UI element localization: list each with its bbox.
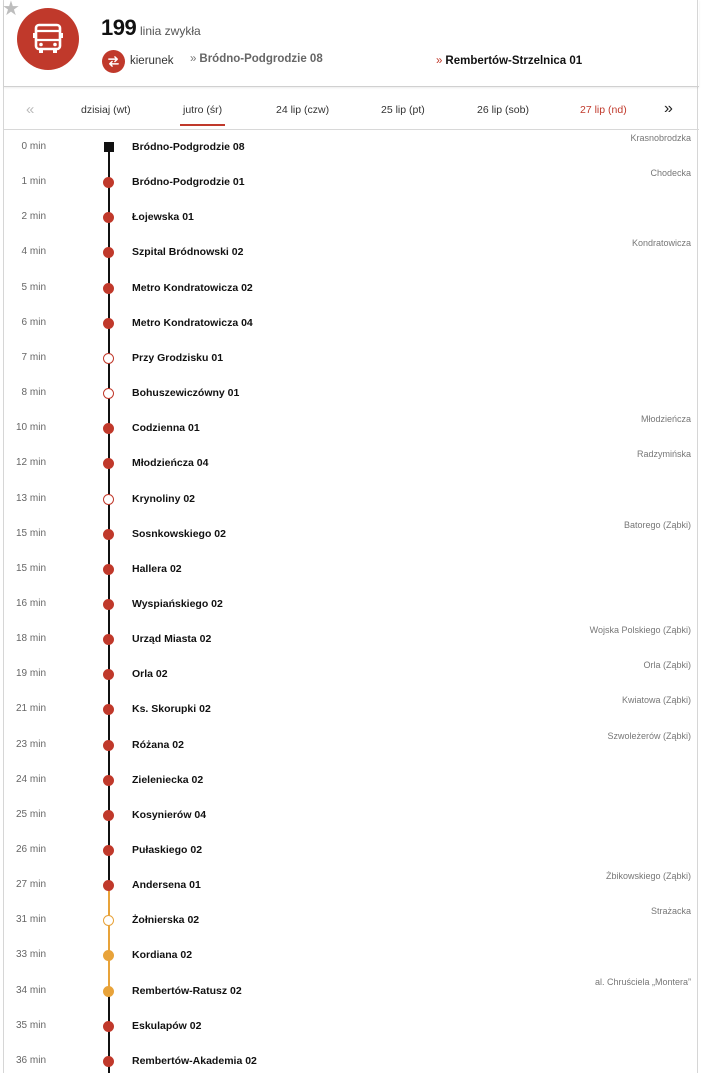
stop-time: 36 min	[15, 1054, 46, 1066]
stop-name-link[interactable]: Wyspiańskiego 02	[132, 597, 223, 610]
stop-street: Kwiatowa (Ząbki)	[621, 695, 691, 706]
stop-row	[4, 341, 699, 376]
stop-row	[4, 798, 699, 833]
stop-name-link[interactable]: Orla 02	[132, 668, 168, 681]
stop-time: 18 min	[15, 633, 46, 645]
stop-row	[4, 552, 699, 587]
stop-marker-icon	[103, 634, 114, 645]
favorite-star-icon[interactable]: ★	[2, 0, 20, 20]
stop-marker-icon	[103, 564, 114, 575]
stop-row	[4, 165, 699, 200]
terminus-marker-icon	[104, 142, 114, 152]
stop-time: 6 min	[21, 316, 46, 328]
stop-row	[4, 903, 699, 938]
stop-row	[4, 868, 699, 903]
stop-time: 12 min	[15, 457, 46, 469]
stop-time: 34 min	[15, 984, 46, 996]
stop-time: 24 min	[15, 773, 46, 785]
stop-time: 25 min	[15, 808, 46, 820]
stop-street: Żbikowskiego (Ząbki)	[605, 871, 691, 882]
stop-marker-icon	[103, 388, 114, 399]
stop-street: Kondratowicza	[631, 238, 691, 249]
stop-row	[4, 411, 699, 446]
stop-name-link[interactable]: Rembertów-Akademia 02	[132, 1054, 257, 1067]
stop-marker-icon	[103, 212, 114, 223]
stop-name-link[interactable]: Szpital Bródnowski 02	[132, 246, 244, 259]
stop-time: 1 min	[21, 176, 46, 188]
stop-marker-icon	[103, 1056, 114, 1067]
next-days-button[interactable]: »	[664, 100, 673, 117]
stop-row	[4, 1044, 699, 1073]
day-selector	[4, 88, 699, 130]
stop-name-link[interactable]: Kordiana 02	[132, 949, 193, 962]
stop-time: 5 min	[21, 281, 46, 293]
stop-name-link[interactable]: Zieleniecka 02	[132, 773, 204, 786]
stop-row	[4, 974, 699, 1009]
stop-row	[4, 482, 699, 517]
stop-name-link[interactable]: Bohuszewiczówny 01	[132, 387, 240, 400]
stop-row	[4, 1009, 699, 1044]
stop-row	[4, 235, 699, 270]
stop-name-link[interactable]: Kosynierów 04	[132, 808, 207, 821]
stop-street: al. Chruściela „Montera”	[594, 976, 691, 987]
stop-time: 15 min	[15, 562, 46, 574]
direction-label[interactable]: kierunek	[130, 55, 174, 67]
stop-row	[4, 271, 699, 306]
stop-street: Krasnobrodzka	[630, 133, 691, 143]
swap-arrows-icon	[107, 55, 120, 68]
stop-marker-icon	[103, 704, 114, 715]
direction-to-text: Rembertów-Strzelnica 01	[445, 55, 583, 67]
prev-days-button[interactable]: «	[26, 101, 35, 118]
stop-marker-icon	[103, 353, 114, 364]
stop-time: 4 min	[21, 246, 46, 258]
direction-to-link[interactable]	[436, 55, 582, 67]
raquo-icon: »	[436, 55, 443, 67]
stop-row	[4, 728, 699, 763]
stop-name-link[interactable]: Codzienna 01	[132, 422, 200, 435]
stop-name-link[interactable]: Łojewska 01	[132, 211, 194, 224]
stop-street: Batorego (Ząbki)	[623, 519, 691, 530]
stop-time: 2 min	[21, 211, 46, 223]
stop-marker-icon	[103, 775, 114, 786]
stop-row	[4, 692, 699, 727]
raquo-icon: »	[190, 53, 197, 65]
stop-marker-icon	[103, 810, 114, 821]
timetable-panel	[3, 0, 698, 1073]
stop-marker-icon	[103, 458, 114, 469]
stop-marker-icon	[103, 423, 114, 434]
stop-row	[4, 517, 699, 552]
stop-row	[4, 376, 699, 411]
day-tab-today[interactable]: dzisiaj (wt)	[81, 104, 131, 116]
stop-marker-icon	[103, 529, 114, 540]
stop-name-link[interactable]: Bródno-Podgrodzie 08	[132, 141, 245, 153]
stop-time: 35 min	[15, 1019, 46, 1031]
stop-marker-icon	[103, 599, 114, 610]
stop-time: 15 min	[15, 527, 46, 539]
stop-time: 8 min	[21, 387, 46, 399]
stop-time: 16 min	[15, 597, 46, 609]
stop-time: 19 min	[15, 668, 46, 680]
stop-name-link[interactable]: Żołnierska 02	[132, 914, 200, 927]
stop-time: 13 min	[15, 492, 46, 504]
day-tab-26[interactable]: 26 lip (sob)	[477, 104, 529, 116]
stop-marker-icon	[103, 494, 114, 505]
stop-time: 26 min	[15, 844, 46, 855]
stop-time: 0 min	[21, 141, 46, 152]
day-tab-25[interactable]: 25 lip (pt)	[381, 104, 425, 116]
stop-row	[4, 446, 699, 481]
stop-street: Szwoleżerów (Ząbki)	[607, 730, 691, 741]
stop-name-link[interactable]: Pułaskiego 02	[132, 844, 203, 856]
stop-street: Orla (Ząbki)	[643, 660, 691, 671]
stop-time: 7 min	[21, 351, 46, 363]
stop-name-link[interactable]: Metro Kondratowicza 02	[132, 281, 253, 294]
stop-marker-icon	[103, 950, 114, 961]
stop-marker-icon	[103, 845, 114, 856]
stop-row	[4, 306, 699, 341]
stop-marker-icon	[103, 669, 114, 680]
stop-marker-icon	[103, 1021, 114, 1032]
stop-street: Strażacka	[650, 906, 691, 917]
stop-time: 33 min	[15, 949, 46, 961]
stop-name-link[interactable]: Przy Grodzisku 01	[132, 351, 224, 364]
stop-marker-icon	[103, 283, 114, 294]
stop-name-link[interactable]: Krynoliny 02	[132, 492, 196, 505]
stop-name-link[interactable]: Ks. Skorupki 02	[132, 703, 211, 716]
line-header	[4, 0, 699, 87]
stop-name-link[interactable]: Młodzieńcza 04	[132, 457, 209, 470]
line-number: 199	[101, 15, 137, 40]
stop-name-link[interactable]: Bródno-Podgrodzie 01	[132, 176, 245, 189]
stop-marker-icon	[103, 986, 114, 997]
stop-name-link[interactable]: Hallera 02	[132, 562, 182, 575]
stop-name-link[interactable]: Eskulapów 02	[132, 1019, 202, 1032]
day-tab-tomorrow[interactable]: jutro (śr)	[183, 104, 223, 116]
stop-time: 10 min	[15, 422, 46, 434]
swap-direction-button[interactable]	[102, 50, 125, 73]
line-type: linia zwykła	[140, 24, 201, 38]
stop-marker-icon	[103, 915, 114, 926]
day-tab-24[interactable]: 24 lip (czw)	[276, 104, 330, 116]
stop-street: Wojska Polskiego (Ząbki)	[589, 625, 691, 636]
stop-marker-icon	[103, 740, 114, 751]
stop-row	[4, 657, 699, 692]
direction-from-link[interactable]	[190, 53, 323, 65]
direction-from-text: Bródno-Podgrodzie 08	[199, 53, 323, 65]
stop-time: 21 min	[15, 703, 46, 715]
stop-name-link[interactable]: Andersena 01	[132, 879, 201, 892]
stop-time: 27 min	[15, 879, 46, 891]
stop-street: Młodzieńcza	[640, 414, 691, 425]
stop-row	[4, 763, 699, 798]
stop-marker-icon	[103, 177, 114, 188]
stop-row	[4, 622, 699, 657]
stop-row	[4, 587, 699, 622]
stop-marker-icon	[103, 318, 114, 329]
stop-row	[4, 938, 699, 973]
stop-street: Chodecka	[650, 168, 691, 179]
stop-marker-icon	[103, 247, 114, 258]
bus-icon	[17, 8, 79, 70]
stop-name-link[interactable]: Sosnkowskiego 02	[132, 527, 226, 540]
stop-street: Radzymińska	[636, 449, 691, 460]
stop-marker-icon	[103, 880, 114, 891]
stop-name-link[interactable]: Rembertów-Ratusz 02	[132, 984, 242, 997]
stop-name-link[interactable]: Różana 02	[132, 738, 184, 751]
stop-row	[4, 833, 699, 868]
day-tab-27[interactable]: 27 lip (nd)	[580, 104, 627, 116]
stop-time: 23 min	[15, 738, 46, 750]
stop-row	[4, 200, 699, 235]
stop-name-link[interactable]: Metro Kondratowicza 04	[132, 316, 253, 329]
stop-row	[4, 130, 699, 165]
stop-name-link[interactable]: Urząd Miasta 02	[132, 633, 212, 646]
stop-time: 31 min	[15, 914, 46, 926]
